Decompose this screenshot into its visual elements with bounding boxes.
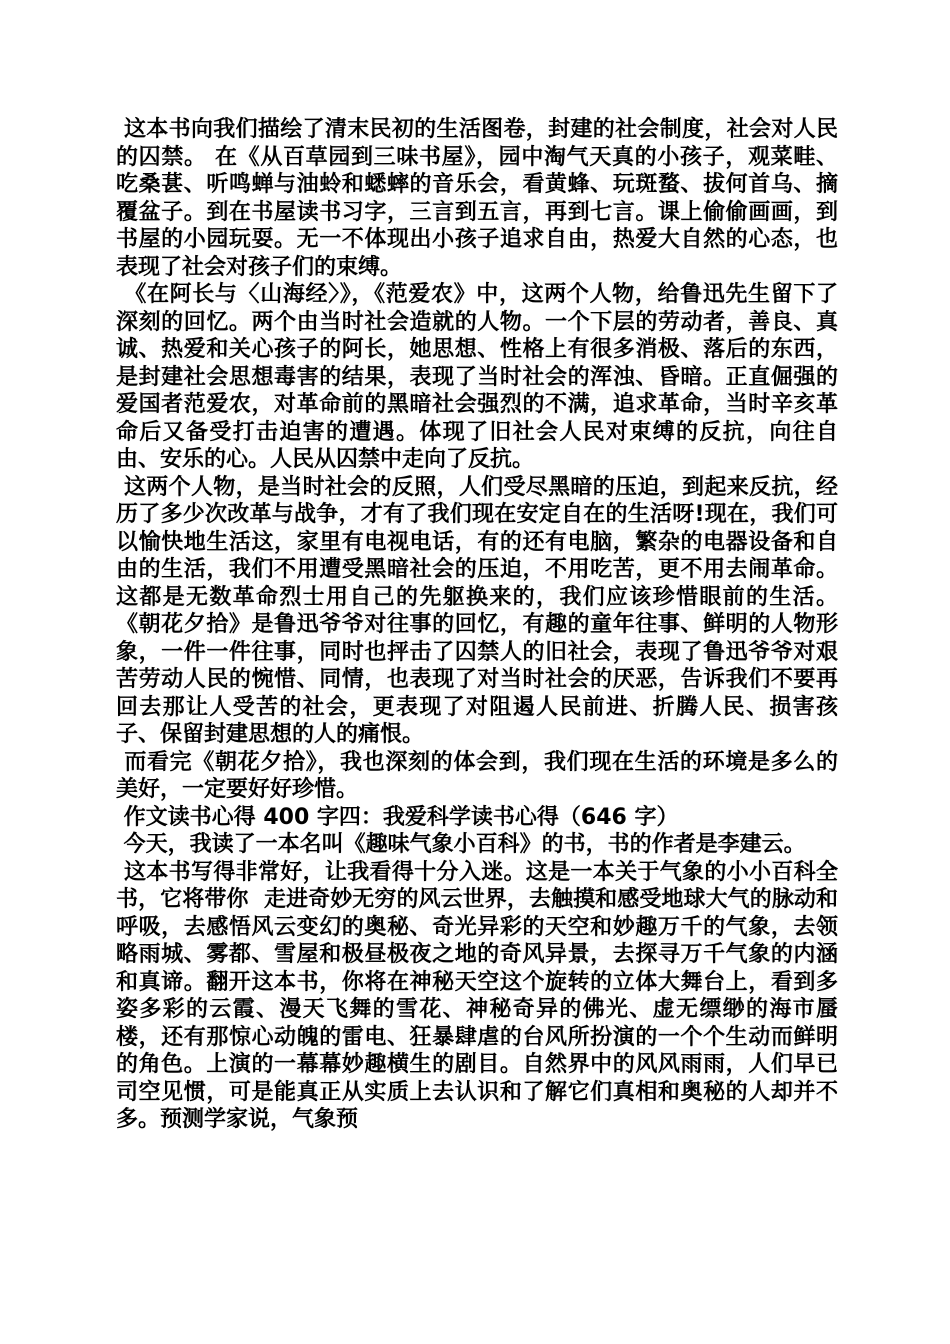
paragraph-characters: 《在阿长与〈山海经〉》，《范爱农》中，这两个人物，给鲁迅先生留下了深刻的回忆。两个由当时社会造就的人物。一个下层的劳动者，善良、真诚、热爱和关心孩子的阿长，她思想、性格上有很多消极、落后的东西，是封建社会思想毒害的结果，表现了当时社会的浑浊、昏暗。正直倔强的爱国者范爱农，对革命前的黑暗社会强烈的不满，追求革命，当时辛亥革命后又备受打击迫害的遭遇。体现了旧社会人民对束缚的反抗，向往自由、安乐的心。人民从囚禁中走向了反抗。 bbox=[116, 282, 838, 472]
document-page bbox=[116, 116, 846, 1134]
section-heading: 作文读书心得 400 字四：我爱科学读书心得（646 字） bbox=[116, 804, 679, 830]
paragraph-conclusion: 而看完《朝花夕拾》，我也深刻的体会到，我们现在生活的环境是多么的美好，一定要好好珍惜。 bbox=[116, 749, 838, 802]
paragraph-book-overview: 这本书向我们描绘了清末民初的生活图卷，封建的社会制度，社会对人民的囚禁。 在《从百草园到三味书屋》，园中淘气天真的小孩子，观菜畦、吃桑葚、听鸣蝉与油蛉和蟋蟀的音乐会，看黄蜂、玩斑蝥、拔何首乌、摘覆盆子。到在书屋读书习字，三言到五言，再到七言。课上偷偷画画，到书屋的小园玩耍。无一不体现出小孩子追求自由，热爱大自然的心态，也表现了社会对孩子们的束缚。 bbox=[116, 117, 838, 280]
paragraph-science-book: 这本书写得非常好，让我看得十分入迷。这是一本关于气象的小小百科全书，它将带你 走进奇妙无穷的风云世界，去触摸和感受地球大气的脉动和呼吸，去感悟风云变幻的奥秘、奇光异彩的天空和妙趣万千的气象，去领略雨城、雾都、雪屋和极昼极夜之地的奇风异景，去探寻万千气象的内涵和真谛。翻开这本书，你将在神秘天空这个旋转的立体大舞台上，看到多姿多彩的云霞、漫天飞舞的雪花、神秘奇异的佛光、虚无缥缈的海市蜃楼，还有那惊心动魄的雷电、狂暴肆虐的台风所扮演的一个个生动而鲜明的角色。上演的一幕幕妙趣横生的剧目。自然界中的风风雨雨，人们早已司空见惯，可是能真正从实质上去认识和了解它们真相和奥秘的人却并不多。预测学家说，气象预 bbox=[116, 859, 838, 1132]
paragraph-intro: 今天，我读了一本名叫《趣味气象小百科》的书，书的作者是李建云。 bbox=[116, 832, 806, 857]
paragraph-reflection: 这两个人物，是当时社会的反照，人们受尽黑暗的压迫，到起来反抗，经历了多少次改革与战争，才有了我们现在安定自在的生活呀!现在，我们可以愉快地生活这，家里有电视电话，有的还有电脑，繁杂的电器设备和自由的生活，我们不用遭受黑暗社会的压迫，不用吃苦，更不用去闹革命。这都是无数革命烈士用自己的先躯换来的，我们应该珍惜眼前的生活。 《朝花夕拾》是鲁迅爷爷对往事的回忆，有趣的童年往事、鲜明的人物形象，一件一件往事，同时也抨击了囚禁人的旧社会，表现了鲁迅爷爷对艰苦劳动人民的惋惜、同情，也表现了对当时社会的厌恶，告诉我们不要再回去那让人受苦的社会，更表现了对阻遏人民前进、折腾人民、损害孩子、保留封建思想的人的痛恨。 bbox=[116, 474, 846, 747]
